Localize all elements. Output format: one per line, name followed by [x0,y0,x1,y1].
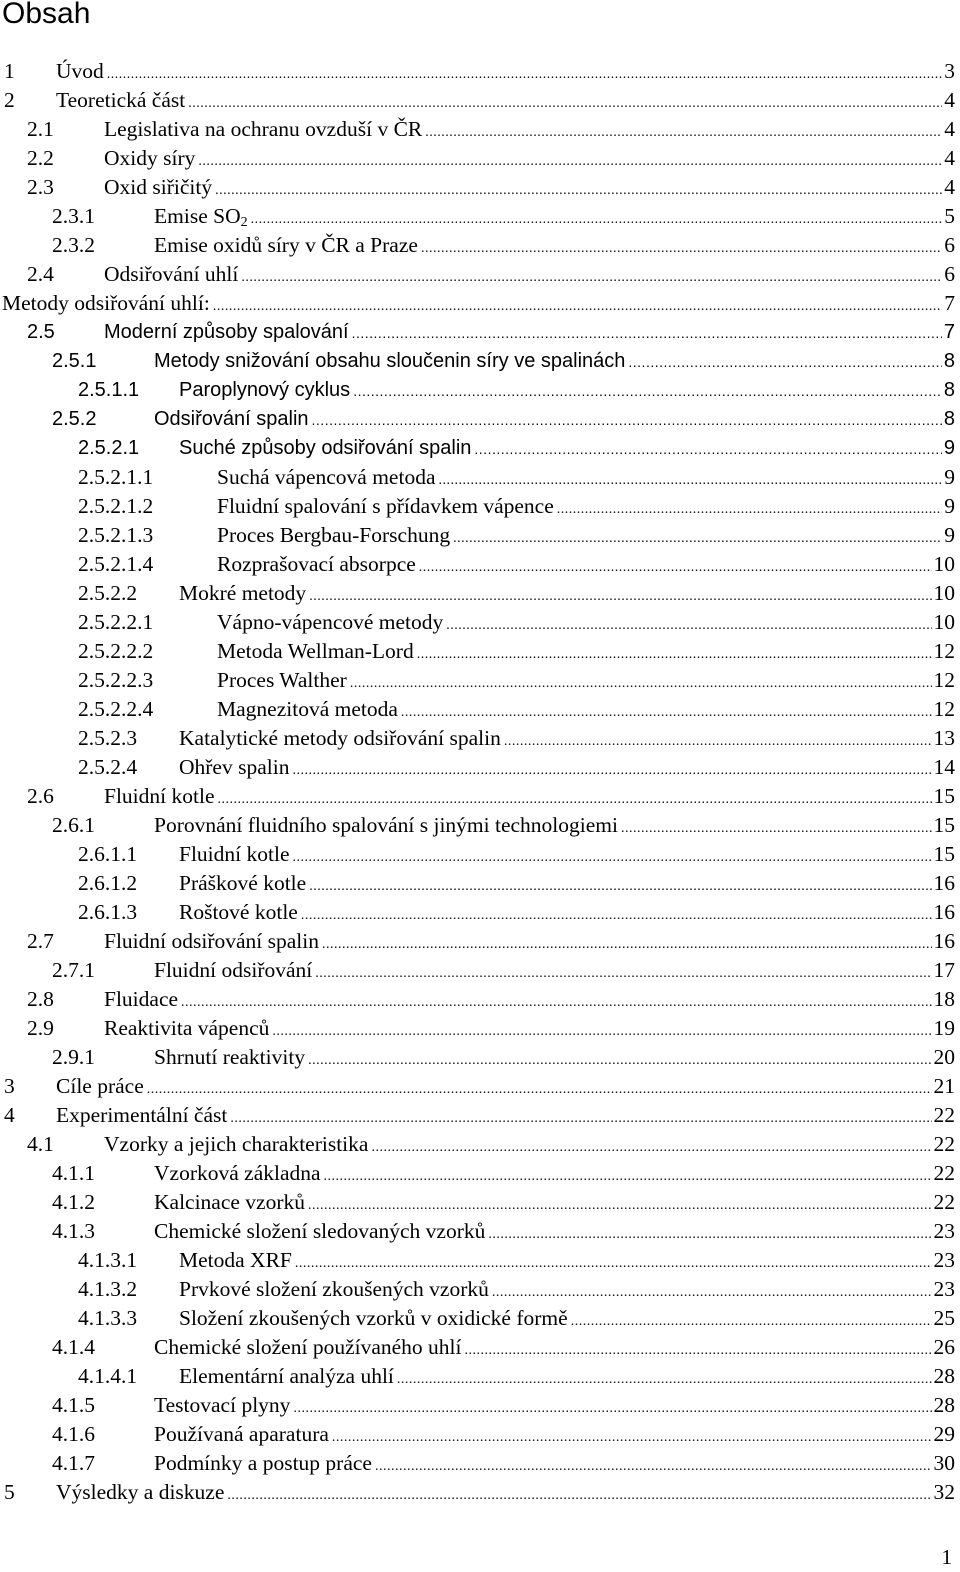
dot-leader [352,319,942,348]
toc-entry-number: 2.9.1 [52,1045,95,1069]
toc-entry[interactable] [0,898,955,927]
dot-leader [181,988,931,1017]
toc-entry-number: 2.3.2 [52,233,95,257]
toc-entry[interactable] [0,173,955,202]
toc-entry-title[interactable]: Kalcinace vzorků [154,1190,306,1214]
toc-entry[interactable] [0,1130,955,1159]
toc-entry[interactable] [0,1449,955,1478]
toc-entry-page: 12 [933,697,955,721]
dot-leader [446,611,931,640]
toc-entry-title[interactable]: Teoretická část [56,88,186,112]
toc-entry-title[interactable]: Oxid siřičitý [104,175,213,199]
toc-entry[interactable] [0,1478,955,1507]
toc-entry[interactable] [0,1333,955,1362]
toc-entry-number: 3 [4,1074,15,1098]
toc-entry-page: 22 [933,1190,955,1214]
dot-leader [621,814,932,843]
toc-entry-page: 16 [933,929,955,953]
toc-entry-title[interactable]: Používaná aparatura [154,1422,329,1446]
dot-leader [312,406,942,435]
toc-entry-title[interactable]: Emise oxidů síry v ČR a Praze [154,233,418,257]
dot-leader [241,263,942,292]
dot-leader [474,435,941,464]
toc-entry-number: 2.5.2 [52,408,97,430]
toc-entry-page: 15 [933,842,955,866]
toc-entry-page: 10 [933,610,955,634]
toc-entry-number: 4.1.3.2 [78,1277,138,1301]
toc-entry-number: 2.5.2.1.4 [78,552,154,576]
toc-entry[interactable] [0,1275,955,1304]
toc-entry-title[interactable]: Odsiřování spalin [154,408,309,430]
toc-entry-page: 14 [933,755,955,779]
dot-leader [295,1249,932,1278]
dot-leader [301,901,932,930]
toc-entry-number: 2.5.2.1.2 [78,494,154,518]
toc-entry-page: 18 [933,987,955,1011]
toc-entry-page: 4 [944,88,955,112]
toc-entry-number: 2.5.1.1 [78,379,140,401]
toc-entry-page: 13 [933,726,955,750]
toc-entry-title[interactable]: Vzorková základna [154,1161,321,1185]
toc-entry-number: 2.5 [27,321,55,343]
dot-leader [322,930,932,959]
dot-leader [107,60,942,89]
toc-entry-title[interactable]: Fluidní kotle [104,784,215,808]
toc-entry[interactable] [0,869,955,898]
toc-entry-page: 12 [933,668,955,692]
toc-entry-page: 22 [933,1103,955,1127]
toc-entry[interactable] [0,1217,955,1246]
dot-leader [628,348,941,377]
toc-entry-page: 20 [933,1045,955,1069]
dot-leader [293,843,932,872]
toc-entry-page: 10 [933,581,955,605]
toc-entry-page: 7 [944,291,955,315]
toc-entry-title[interactable]: Úvod [56,59,104,83]
toc-entry[interactable] [0,985,955,1014]
dot-leader [272,1017,931,1046]
toc-entry-page: 22 [933,1161,955,1185]
toc-entry[interactable] [0,57,955,86]
toc-entry-number: 4.1.4 [52,1335,95,1359]
toc-entry-page: 21 [933,1074,955,1098]
toc-entry[interactable] [0,695,955,724]
toc-entry[interactable] [0,115,955,144]
dot-leader [453,524,942,553]
toc-entry[interactable] [0,1159,955,1188]
toc-entry-number: 2.3.1 [52,204,95,228]
page-number: 1 [941,1545,952,1569]
toc-entry-page: 17 [933,958,955,982]
toc-entry-title[interactable]: Emise $SO_2$ [154,204,248,230]
toc-entry-title[interactable]: Metoda Wellman-Lord [217,639,414,663]
toc-entry-title[interactable]: Cíle práce [56,1074,144,1098]
dot-leader [353,377,942,406]
toc-entry[interactable] [0,637,955,666]
toc-entry-page: 5 [944,204,955,228]
toc-entry-page: 29 [933,1422,955,1446]
toc-entry-number: 4.1.2 [52,1190,95,1214]
toc-entry-number: 2.5.2.1 [78,437,140,459]
toc-entry-title[interactable]: Fluidní spalování s přídavkem vápence [217,494,554,518]
toc-entry-number: 4.1.3.1 [78,1248,138,1272]
dot-leader [227,1481,931,1510]
toc-entry-page: 19 [933,1016,955,1040]
dot-leader [488,1220,931,1249]
toc-entry-title[interactable]: Proces Walther [217,668,347,692]
toc-entry[interactable] [0,318,955,347]
toc-entry-page: 9 [944,494,955,518]
toc-entry-number: 1 [4,59,15,83]
toc-entry-number: 2.5.2.2.3 [78,668,154,692]
dot-leader [375,1452,932,1481]
dot-leader [292,756,931,785]
toc-entry-number: 2.5.1 [52,350,97,372]
toc-entry[interactable] [0,1014,955,1043]
toc-entry[interactable] [0,231,955,260]
toc-entry-page: 25 [933,1306,955,1330]
page-title: Obsah [2,0,91,30]
dot-leader [419,553,932,582]
toc-entry-page: 26 [933,1335,955,1359]
toc-entry-title[interactable]: Rozprašovací absorpce [217,552,416,576]
toc-entry-title[interactable]: Fluidní kotle [179,842,290,866]
toc-entry-title[interactable]: Metoda XRF [179,1248,292,1272]
toc-entry-number: 2.5.2.2.4 [78,697,154,721]
toc-entry-page: 6 [944,233,955,257]
dot-leader [213,292,942,321]
toc-entry-number: 2.5.2.4 [78,755,138,779]
toc-entry[interactable] [0,1420,955,1449]
toc-entry-page: 10 [933,552,955,576]
toc-entry-number: 4.1.4.1 [78,1364,138,1388]
toc-entry-title[interactable]: Experimentální část [56,1103,228,1127]
toc-entry-number: 2.7 [27,929,54,953]
toc-entry-title[interactable]: Chemické složení používaného uhlí [154,1335,462,1359]
toc-entry-number: 2.6.1.1 [78,842,138,866]
toc-entry[interactable] [0,1391,955,1420]
toc-entry[interactable] [0,405,955,434]
dot-leader [492,1278,932,1307]
toc-entry-page: 4 [944,175,955,199]
toc-entry-title[interactable]: Paroplynový cyklus [179,379,351,401]
toc-entry-number: 2.7.1 [52,958,95,982]
toc-entry-title[interactable]: Mokré metody [179,581,307,605]
toc-entry-title[interactable]: Odsiřování uhlí [104,262,239,286]
toc-entry-title[interactable]: Oxidy síry [104,146,196,170]
toc-entry-title[interactable]: Vápno-vápencové metody [217,610,444,634]
toc-entry[interactable] [0,434,955,463]
dot-leader [251,205,943,234]
toc-entry-page: 23 [933,1248,955,1272]
toc-entry[interactable] [0,666,955,695]
toc-entry-number: 2 [4,88,15,112]
toc-entry-number: 2.5.2.2.1 [78,610,154,634]
toc-entry-number: 2.3 [27,175,54,199]
toc-entry-page: 32 [933,1480,955,1504]
toc-entry[interactable] [0,260,955,289]
toc-entry[interactable] [0,521,955,550]
toc-entry-title[interactable]: Testovací plyny [154,1393,291,1417]
dot-leader [324,1162,932,1191]
toc-entry-number: 2.5.2.2 [78,581,138,605]
toc-entry[interactable] [0,1362,955,1391]
dot-leader [417,640,932,669]
dot-leader [332,1423,932,1452]
toc-entry-title[interactable]: Ohřev spalin [179,755,290,779]
toc-entry-page: 23 [933,1219,955,1243]
toc-entry-number: 2.6.1.3 [78,900,138,924]
toc-entry[interactable] [0,840,955,869]
toc-entry-number: 4.1.6 [52,1422,95,1446]
toc-entry-title[interactable]: Metody snižování obsahu sloučenin síry ve spalinách [154,350,626,372]
toc-entry-number: 2.5.2.1.3 [78,523,154,547]
toc-entry-title[interactable]: Výsledky a diskuze [56,1480,225,1504]
toc-entry-number: 4.1 [27,1132,54,1156]
toc-entry-number: 2.5.2.3 [78,726,138,750]
toc-entry-page: 9 [944,523,955,547]
toc-entry-page: 4 [944,146,955,170]
toc-entry[interactable] [0,1072,955,1101]
dot-leader [465,1336,932,1365]
dot-leader [293,1394,931,1423]
toc-entry-number: 4.1.3 [52,1219,95,1243]
toc-entry-title[interactable]: Vzorky a jejich charakteristika [104,1132,369,1156]
toc-entry-page: 8 [943,350,955,372]
toc-entry-title[interactable]: Reaktivita vápenců [104,1016,270,1040]
toc-entry[interactable] [0,550,955,579]
toc-entry-page: 8 [943,379,955,401]
toc-entry-page: 3 [944,59,955,83]
toc-entry[interactable] [0,1304,955,1333]
toc-entry[interactable] [0,1188,955,1217]
toc-entry-title[interactable]: Porovnání fluidního spalování s jinými technologiemi [154,813,618,837]
dot-leader [401,698,932,727]
toc-entry-page: 15 [933,813,955,837]
toc-entry-title[interactable]: Fluidní odsiřování spalin [104,929,319,953]
toc-entry[interactable] [0,927,955,956]
dot-leader [504,727,932,756]
dot-leader [421,234,942,263]
dot-leader [309,872,931,901]
toc-entry[interactable] [0,86,955,115]
toc-entry[interactable] [0,463,955,492]
toc-entry-title[interactable]: Roštové kotle [179,900,298,924]
toc-entry-page: 23 [933,1277,955,1301]
toc-entry[interactable] [0,811,955,840]
dot-leader [198,147,942,176]
toc-entry-number: 2.2 [27,146,54,170]
toc-entry-number: 4.1.1 [52,1161,95,1185]
toc-entry-title[interactable]: Legislativa na ochranu ovzduší v ČR [104,117,423,141]
toc-entry-page: 7 [943,321,955,343]
toc-entry[interactable] [0,1246,955,1275]
toc-entry-title[interactable]: Elementární analýza uhlí [179,1364,394,1388]
toc-entry-page: 16 [933,900,955,924]
toc-entry-title[interactable]: Suché způsoby odsiřování spalin [179,437,472,459]
toc-entry[interactable] [0,608,955,637]
toc-entry[interactable] [0,492,955,521]
toc-entry-number: 2.1 [27,117,54,141]
toc-entry-title[interactable]: Práškové kotle [179,871,307,895]
toc-entry-page: 28 [933,1364,955,1388]
dot-leader [147,1075,932,1104]
toc-entry-number: 2.9 [27,1016,54,1040]
toc-entry-page: 22 [933,1132,955,1156]
dot-leader [309,582,931,611]
dot-leader [308,1191,931,1220]
toc-entry-title[interactable]: Fluidace [104,987,179,1011]
toc-entry-number: 4.1.3.3 [78,1306,138,1330]
dot-leader [557,495,942,524]
dot-leader [397,1365,932,1394]
dot-leader [371,1133,931,1162]
toc-entry-page: 15 [933,784,955,808]
dot-leader [571,1307,932,1336]
toc-entry-title[interactable]: Metody odsiřování uhlí: [2,291,210,315]
toc-entry[interactable] [0,1043,955,1072]
subscript: 2 [240,215,248,230]
toc-entry-title[interactable]: Podmínky a postup práce [154,1451,372,1475]
toc-entry-number: 2.6 [27,784,54,808]
toc-entry[interactable] [0,724,955,753]
toc-entry-number: 4.1.7 [52,1451,95,1475]
toc-entry-number: 2.8 [27,987,54,1011]
toc-entry-page: 28 [933,1393,955,1417]
toc-entry[interactable] [0,579,955,608]
toc-entry-page: 16 [933,871,955,895]
toc-entry-number: 5 [4,1480,15,1504]
dot-leader [315,959,931,988]
toc-entry-page: 12 [933,639,955,663]
toc-entry[interactable] [0,347,955,376]
toc-entry[interactable] [0,289,955,318]
dot-leader [439,466,943,495]
dot-leader [230,1104,931,1133]
dot-leader [350,669,932,698]
toc-entry-number: 4.1.5 [52,1393,95,1417]
toc-entry-number: 2.5.2.2.2 [78,639,154,663]
toc-entry-page: 6 [944,262,955,286]
toc-entry-page: 4 [944,117,955,141]
toc-entry-title[interactable]: Moderní způsoby spalování [104,321,349,343]
toc-entry[interactable] [0,782,955,811]
toc-entry-title[interactable]: Suchá vápencová metoda [217,465,436,489]
toc-entry-number: 2.6.1 [52,813,95,837]
toc-entry-title[interactable]: Chemické složení sledovaných vzorků [154,1219,486,1243]
toc-entry-page: 30 [933,1451,955,1475]
toc-entry-page: 8 [943,408,955,430]
toc-entry-number: 4 [4,1103,15,1127]
toc-entry-title[interactable]: Katalytické metody odsiřování spalin [179,726,501,750]
toc-entry[interactable] [0,376,955,405]
dot-leader [308,1046,931,1075]
toc-entry[interactable] [0,1101,955,1130]
toc-entry-title[interactable]: Shrnutí reaktivity [154,1045,306,1069]
toc-entry-number: 2.5.2.1.1 [78,465,154,489]
toc-entry-title[interactable]: Fluidní odsiřování [154,958,313,982]
toc-entry-title[interactable]: Složení zkoušených vzorků v oxidické formě [179,1306,568,1330]
toc-entry[interactable] [0,956,955,985]
dot-leader [188,89,942,118]
toc-entry-page: 9 [944,465,955,489]
toc-entry-number: 2.6.1.2 [78,871,138,895]
toc-entry-title[interactable]: Magnezitová metoda [217,697,398,721]
dot-leader [218,785,932,814]
toc-entry-title[interactable]: Prvkové složení zkoušených vzorků [179,1277,489,1301]
toc-entry[interactable] [0,144,955,173]
toc-entry-page: 9 [943,437,955,459]
dot-leader [425,118,942,147]
toc-entry[interactable] [0,753,955,782]
toc-entry-number: 2.4 [27,262,54,286]
toc-entry[interactable] [0,202,955,231]
dot-leader [215,176,942,205]
toc-entry-title[interactable]: Proces Bergbau-Forschung [217,523,451,547]
